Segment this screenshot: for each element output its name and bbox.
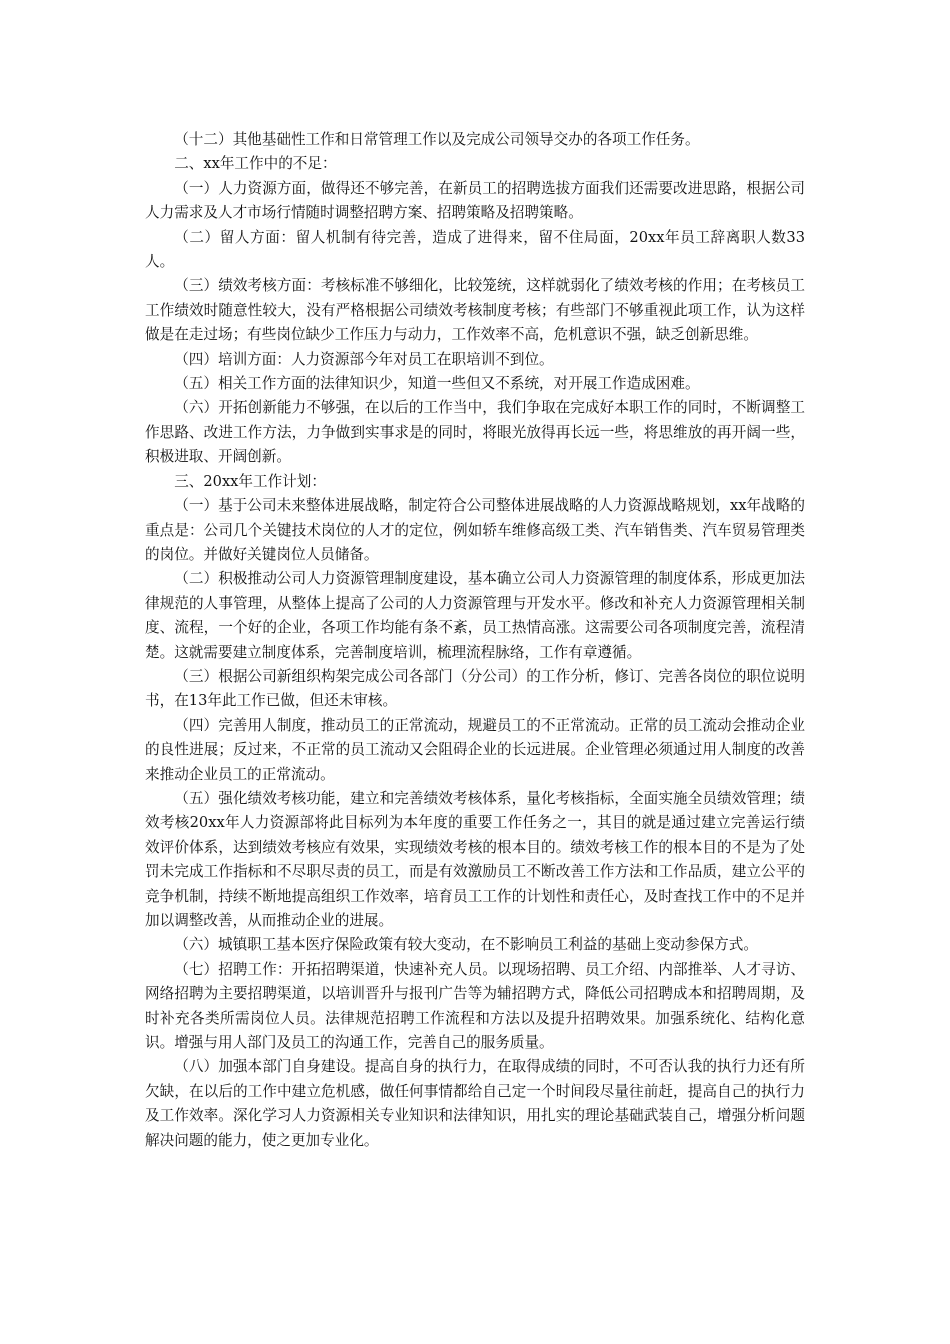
paragraph-shortcoming-innovation: （六）开拓创新能力不够强，在以后的工作当中，我们争取在完成好本职工作的同时，不断调整工作思路、改进工作方法，力争做到实事求是的同时，将眼光放得再长远一些，将思维放的再开阔一些，积极进取、开阔创新。 (145, 399, 805, 466)
paragraph-shortcoming-legal: （五）相关工作方面的法律知识少，知道一些但又不系统，对开展工作造成困难。 (174, 375, 700, 393)
paragraph-shortcoming-training: （四）培训方面：人力资源部今年对员工在职培训不到位。 (174, 350, 554, 368)
paragraph-twelve-other-tasks: （十二）其他基础性工作和日常管理工作以及完成公司领导交办的各项工作任务。 (174, 131, 700, 148)
paragraph-shortcoming-performance: （三）绩效考核方面：考核标准不够细化，比较笼统，这样就弱化了绩效考核的作用；在考核员工工作绩效时随意性较大，没有严格根据公司绩效考核制度考核；有些部门不够重视此项工作，认为这样做是在走过场；有些岗位缺少工作压力与动力，工作效率不高，危机意识不强，缺乏创新思维。 (145, 277, 805, 344)
document-body (145, 128, 805, 1153)
paragraph-plan-employment: （四）完善用人制度，推动员工的正常流动，规避员工的不正常流动。正常的员工流动会推动企业的良性进展；反过来，不正常的员工流动又会阻碍企业的长远进展。企业管理必须通过用人制度的改善来推动企业员工的正常流动。 (145, 716, 805, 783)
paragraph-plan-insurance: （六）城镇职工基本医疗保险政策有较大变动，在不影响员工利益的基础上变动参保方式。 (174, 936, 758, 954)
paragraph-plan-recruitment: （七）招聘工作：开拓招聘渠道，快速补充人员。以现场招聘、员工介绍、内部推举、人才寻访、网络招聘为主要招聘渠道，以培训晋升与报刊广告等为辅招聘方式，降低公司招聘成本和招聘周期，及时补充各类所需岗位人员。法律规范招聘工作流程和方法以及提升招聘效果。加强系统化、结构化意识。增强与用人部门及员工的沟通工作，完善自己的服务质量。 (145, 960, 805, 1052)
paragraph-plan-self-building: （八）加强本部门自身建设。提高自身的执行力，在取得成绩的同时，不可否认我的执行力还有所欠缺，在以后的工作中建立危机感，做任何事情都给自己定一个时间段尽量往前赶，提高自己的执行力及工作效率。深化学习人力资源相关专业知识和法律知识，用扎实的理论基础武装自己，增强分析问题解决问题的能力，使之更加专业化。 (145, 1058, 805, 1149)
section-heading-work-plan: 三、20xx年工作计划： (174, 472, 326, 490)
paragraph-plan-performance: （五）强化绩效考核功能，建立和完善绩效考核体系，量化考核指标，全面实施全员绩效管理；绩效考核20xx年人力资源部将此目标列为本年度的重要工作任务之一，其目的就是通过建立完善运行绩效评价体系，达到绩效考核应有效果，实现绩效考核的根本目的。绩效考核工作的根本目的不是为了处罚未完成工作指标和不尽职尽责的员工，而是有效激励员工不断改善工作方法和工作品质，建立公平的竞争机制，持续不断地提高组织工作效率，培育员工工作的计划性和责任心，及时查找工作中的不足并加以调整改善，从而推动企业的进展。 (145, 789, 805, 929)
paragraph-shortcoming-hr: （一）人力资源方面，做得还不够完善，在新员工的招聘选拔方面我们还需要改进思路，根据公司人力需求及人才市场行情随时调整招聘方案、招聘策略及招聘策略。 (145, 179, 805, 222)
section-heading-shortcomings: 二、xx年工作中的不足： (174, 155, 337, 173)
paragraph-plan-system: （二）积极推动公司人力资源管理制度建设，基本确立公司人力资源管理的制度体系，形成更加法律规范的人事管理，从整体上提高了公司的人力资源管理与开发水平。修改和补充人力资源管理相关制度、流程，一个好的企业，各项工作均能有条不紊，员工热情高涨。这需要公司各项制度完善，流程清楚。这就需要建立制度体系，完善制度培训，梳理流程脉络，工作有章遵循。 (145, 570, 805, 661)
paragraph-shortcoming-retention: （二）留人方面：留人机制有待完善，造成了进得来，留不住局面，20xx年员工辞离职人数33人。 (145, 228, 805, 271)
paragraph-plan-strategy: （一）基于公司未来整体进展战略，制定符合公司整体进展战略的人力资源战略规划，xx年战略的重点是：公司几个关键技术岗位的人才的定位，例如轿车维修高级工类、汽车销售类、汽车贸易管理类的岗位。并做好关键岗位人员储备。 (145, 497, 805, 563)
paragraph-plan-job-analysis: （三）根据公司新组织构架完成公司各部门（分公司）的工作分析，修订、完善各岗位的职位说明书，在13年此工作已做，但还未审核。 (145, 667, 805, 710)
